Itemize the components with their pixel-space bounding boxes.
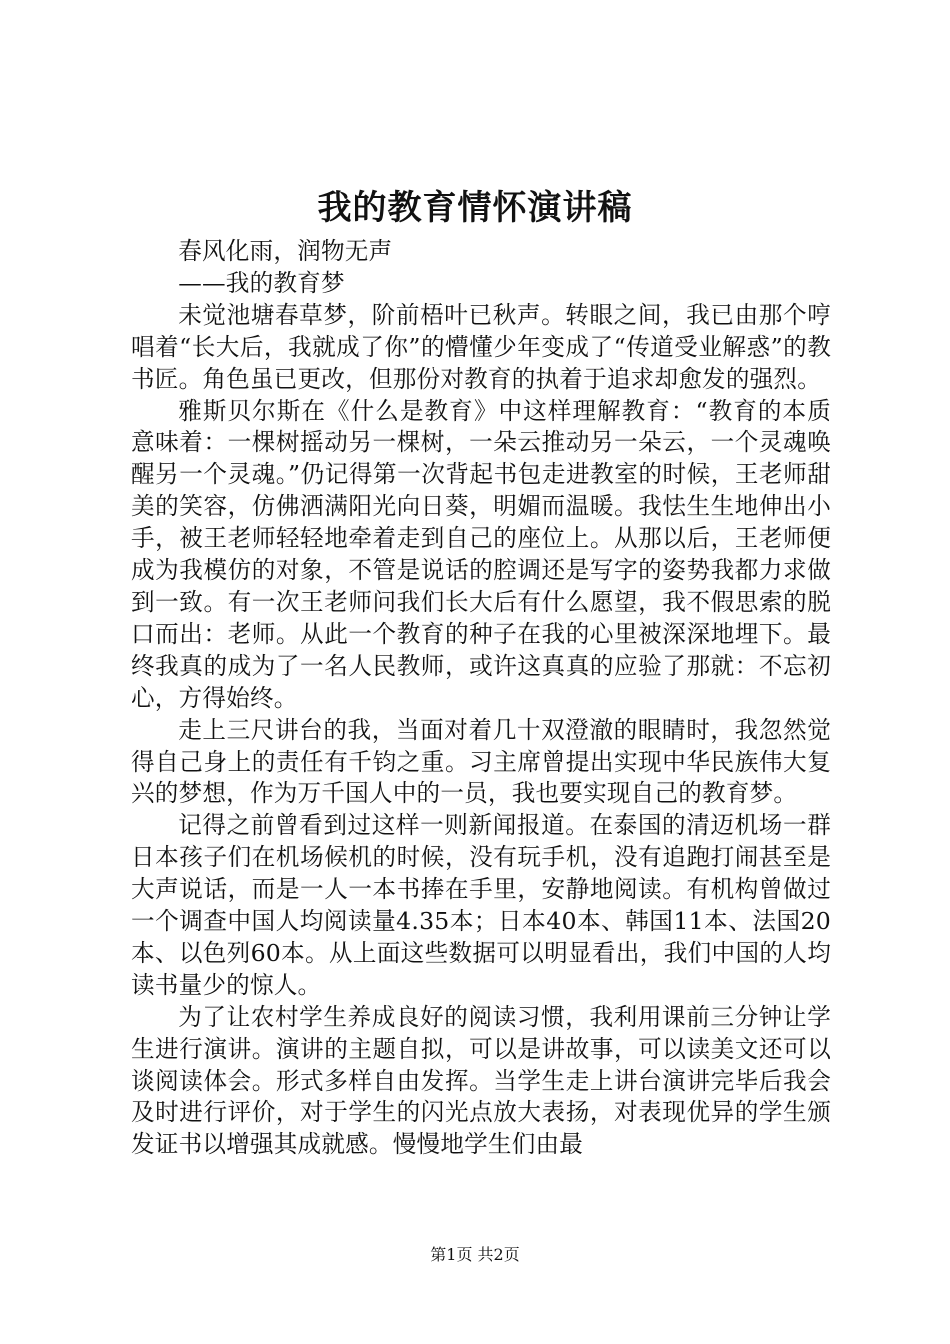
page-title: 我的教育情怀演讲稿 [317, 188, 633, 228]
paragraph: 未觉池塘春草梦，阶前梧叶已秋声。转眼之间，我已由那个哼唱着“长大后，我就成了你”的懵懂少年变成了“传道受业解惑”的教书匠。角色虽已更改，但那份对教育的执着于追求却愈发的强烈。 [131, 300, 831, 393]
paragraph-subtitle-dash: ——我的教育梦 [178, 268, 345, 297]
paragraph: 为了让农村学生养成良好的阅读习惯，我利用课前三分钟让学生进行演讲。演讲的主题自拟，可以是讲故事，可以读美文还可以谈阅读体会。形式多样自由发挥。当学生走上讲台演讲完毕后我会及时进行评价，对于学生的闪光点放大表扬，对表现优异的学生颁发证书以增强其成就感。慢慢地学生们由最 [131, 1002, 831, 1159]
document-body [131, 236, 831, 1161]
paragraph: 雅斯贝尔斯在《什么是教育》中这样理解教育：“教育的本质意味着：一棵树摇动另一棵树，一朵云推动另一朵云，一个灵魂唤醒另一个灵魂。”仍记得第一次背起书包走进教室的时候，王老师甜美的笑容，仿佛洒满阳光向日葵，明媚而温暖。我怯生生地伸出小手，被王老师轻轻地牵着走到自己的座位上。从那以后，王老师便成为我模仿的对象，不管是说话的腔调还是写字的姿势我都力求做到一致。有一次王老师问我们长大后有什么愿望，我不假思索的脱口而出：老师。从此一个教育的种子在我的心里被深深地埋下。最终我真的成为了一名人民教师，或许这真真的应验了那就：不忘初心，方得始终。 [131, 396, 831, 712]
paragraph: 走上三尺讲台的我，当面对着几十双澄澈的眼睛时，我忽然觉得自己身上的责任有千钧之重。习主席曾提出实现中华民族伟大复兴的梦想，作为万千国人中的一员，我也要实现自己的教育梦。 [131, 715, 831, 808]
paragraph: 记得之前曾看到过这样一则新闻报道。在泰国的清迈机场一群日本孩子们在机场候机的时候，没有玩手机，没有追跑打闹甚至是大声说话，而是一人一本书捧在手里，安静地阅读。有机构曾做过一个调查中国人均阅读量4.35本；日本40本、韩国11本、法国20本、以色列60本。从上面这些数据可以明显看出，我们中国的人均读书量少的惊人。 [131, 811, 831, 999]
page-footer: 第1页 共2页 [430, 1245, 520, 1264]
paragraph-subtitle: 春风化雨，润物无声 [178, 237, 393, 265]
